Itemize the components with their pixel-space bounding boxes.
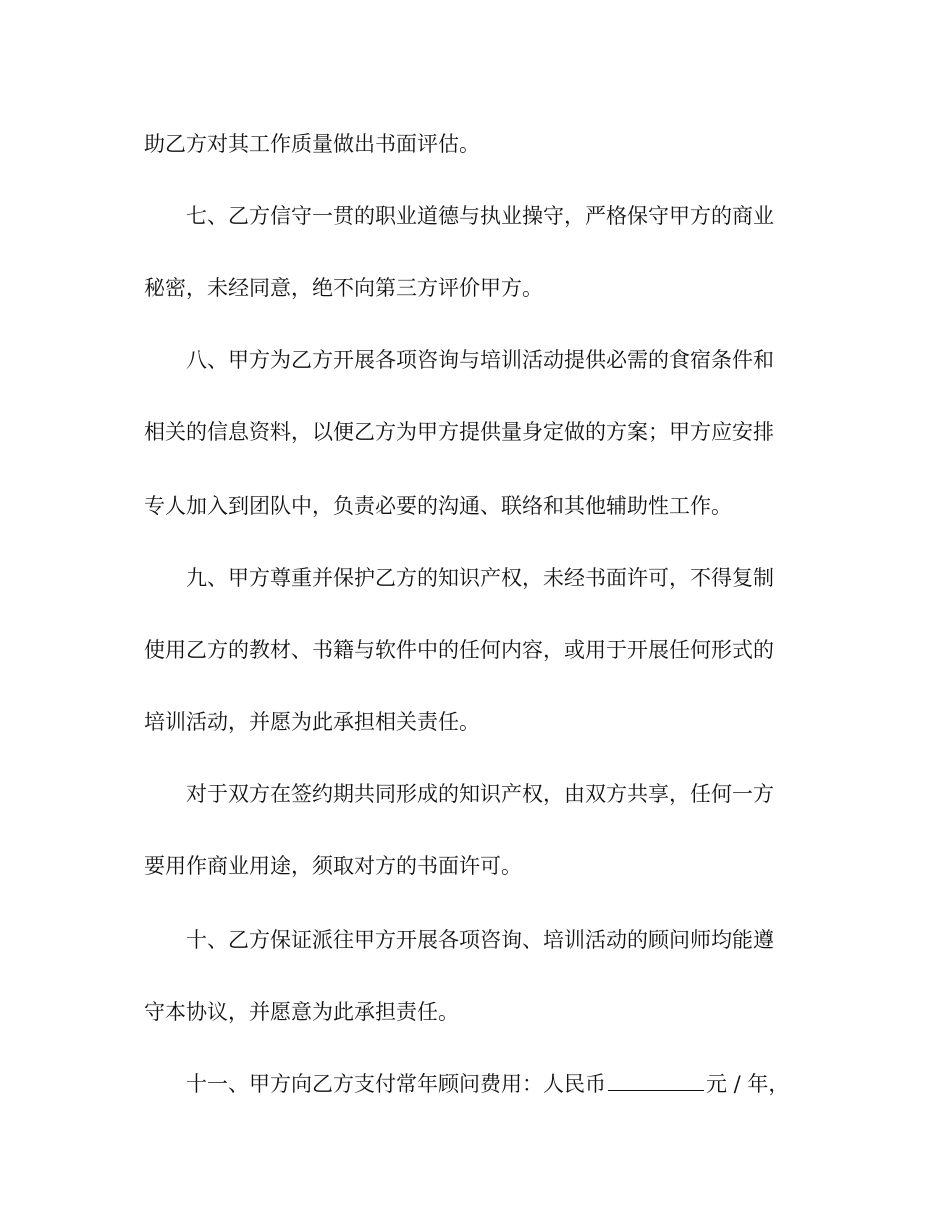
line-text: 对于双方在签约期共同形成的知识产权，由双方共享，任何一方: [186, 782, 774, 806]
paragraph-line: [0, 774, 950, 814]
line-text: 十、乙方保证派往甲方开展各项咨询、培训活动的顾问师均能遵: [186, 928, 774, 952]
paragraph-line: [0, 630, 950, 670]
paragraph-line: [0, 920, 950, 960]
fee-suffix: 元 / 年，: [706, 1072, 790, 1096]
line-text: 相关的信息资料，以便乙方为甲方提供量身定做的方案；甲方应安排: [144, 420, 774, 444]
paragraph-line: [0, 196, 950, 236]
fee-amount-blank: [608, 1068, 704, 1091]
paragraph-line: [0, 124, 950, 164]
line-text: 秘密，未经同意，绝不向第三方评价甲方。: [144, 276, 543, 300]
paragraph-line: [0, 486, 950, 526]
line-text: 培训活动，并愿为此承担相关责任。: [144, 710, 480, 734]
paragraph-line: [0, 992, 950, 1032]
paragraph-line: [0, 702, 950, 742]
line-text: 九、甲方尊重并保护乙方的知识产权，未经书面许可，不得复制: [186, 566, 774, 590]
line-text: 助乙方对其工作质量做出书面评估。: [144, 132, 480, 156]
line-text: 要用作商业用途，须取对方的书面许可。: [144, 854, 522, 878]
line-text: 专人加入到团队中，负责必要的沟通、联络和其他辅助性工作。: [144, 494, 732, 518]
fee-line: [0, 1064, 950, 1104]
line-text: 守本协议，并愿意为此承担责任。: [144, 1000, 459, 1024]
line-text: 七、乙方信守一贯的职业道德与执业操守，严格保守甲方的商业: [186, 204, 774, 228]
line-text: 八、甲方为乙方开展各项咨询与培训活动提供必需的食宿条件和: [186, 348, 774, 372]
fee-text: [186, 1064, 789, 1104]
paragraph-line: [0, 340, 950, 380]
paragraph-line: [0, 846, 950, 886]
paragraph-line: [0, 268, 950, 308]
fee-prefix: 十一、甲方向乙方支付常年顾问费用：人民币: [186, 1072, 606, 1096]
line-text: 使用乙方的教材、书籍与软件中的任何内容，或用于开展任何形式的: [144, 638, 774, 662]
paragraph-line: [0, 412, 950, 452]
paragraph-line: [0, 558, 950, 598]
